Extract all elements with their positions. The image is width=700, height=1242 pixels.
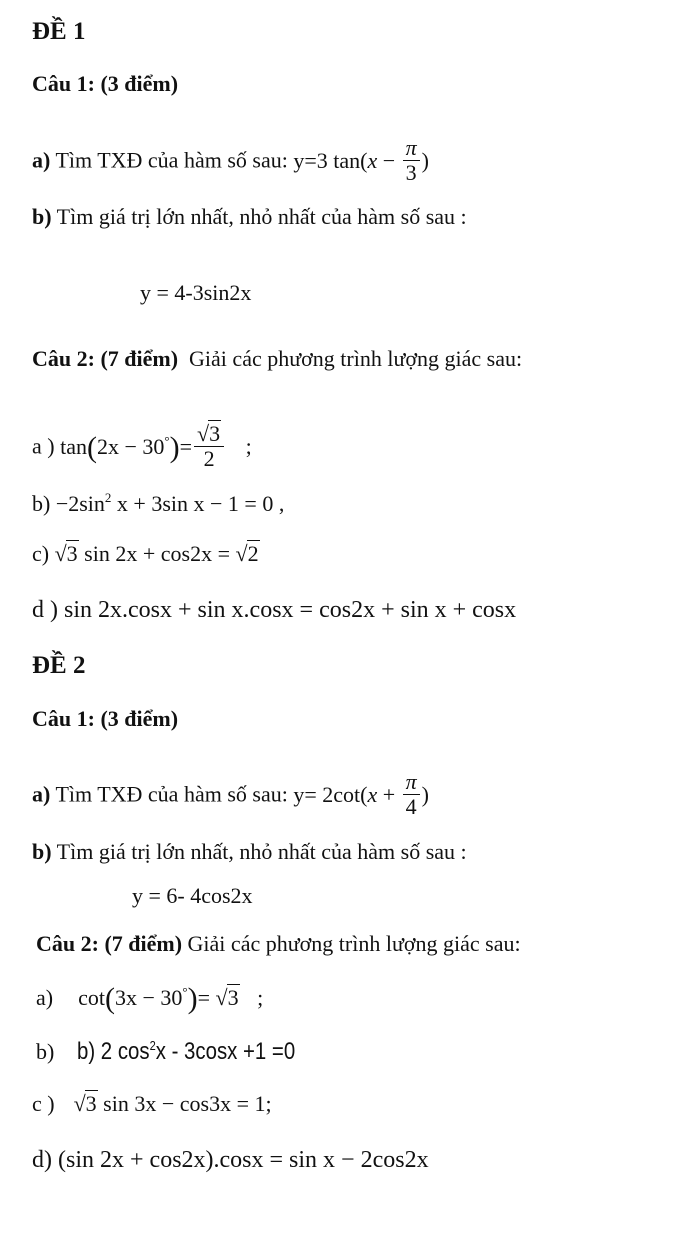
exam-1-q2b: $b) -2\sin^2$ x + 3sin x − 1 = 0 , — [32, 490, 285, 516]
exam-1-q2d — [32, 596, 516, 624]
item-label: a) — [36, 985, 54, 1010]
formula: cot(3x − 30°)= √3 — [78, 982, 239, 1015]
exam-2-question-1-heading: Câu 1: (3 điểm) — [32, 706, 179, 731]
item-label: b) — [32, 204, 52, 229]
formula: y= 2cot(x + $\frac{\pi}{4}$ ) — [293, 769, 429, 819]
exam-2-q2c: c ) √3 sin 3x − cos3x = 1; — [32, 1091, 272, 1116]
item-label: a ) — [32, 433, 55, 459]
formula: sin 2x.cosx + sin x.cosx = cos2x + sin x + cosx — [64, 597, 517, 623]
exam-2-q2a: a) cot(3x − 30°)= √3 ; — [36, 982, 264, 1015]
exam-2-question-2-heading: Câu 2: (7 điểm) Giải các phương trình lượng giác sau: — [36, 931, 521, 956]
item-label: b) — [36, 1039, 55, 1064]
exam-1-question-1-heading: Câu 1: (3 điểm) — [32, 71, 179, 96]
exam-2-q1a — [32, 769, 429, 821]
item-label: c) — [32, 541, 50, 566]
exam-2-q1b-formula: y = 6- 4cos2x — [132, 883, 253, 908]
exam-2-q1b — [32, 838, 467, 866]
item-label: a) — [32, 147, 51, 173]
fraction: $\frac{√3}{2}$ — [194, 422, 224, 471]
item-text: Tìm TXĐ của hàm số sau: — [55, 781, 288, 807]
item-text: Tìm TXĐ của hàm số sau: — [55, 147, 288, 173]
item-label: b) — [32, 491, 51, 516]
item-label: a) — [32, 781, 51, 807]
exam-2-title: ĐỀ 2 — [32, 652, 86, 679]
formula: y=3 tan(x − $\frac{\pi}{3}$ ) — [293, 135, 429, 185]
formula: b) 2 $\cos^2x - 3\cos x +1 =0$ — [77, 1038, 296, 1065]
exam-1-q1b-formula: y = 4-3sin2x — [140, 280, 252, 305]
formula: (sin 2x + cos2x).cosx = sin x − 2cos2x — [58, 1147, 429, 1173]
formula: √3 sin 2x + cos2x = √2 — [54, 541, 259, 566]
exam-1-question-2-heading: Câu 2: (7 điểm) Giải các phương trình lượng giác sau: — [32, 346, 523, 371]
fraction: $\frac{\pi}{4}$ — [403, 770, 420, 819]
formula: √3 sin 3x − cos3x = 1 — [73, 1091, 266, 1116]
fraction: $\frac{\pi}{3}$ — [403, 136, 420, 185]
item-label: d ) — [32, 597, 58, 623]
item-text: Tìm giá trị lớn nhất, nhỏ nhất của hàm số sau : — [56, 839, 467, 864]
exam-2-q2b — [36, 1038, 334, 1066]
exam-1-q1a — [32, 135, 429, 187]
item-label: b) — [32, 839, 52, 864]
exam-1-title: ĐỀ 1 — [32, 18, 86, 45]
exam-1-q2a: a ) tan(2x − 30°)= $\frac{√3}{2}$ ; — [32, 421, 252, 471]
item-text: Tìm giá trị lớn nhất, nhỏ nhất của hàm số sau : — [56, 204, 467, 229]
formula: tan(2x − 30°)= $\frac{√3}{2}$ — [60, 434, 226, 459]
item-label: d) — [32, 1147, 52, 1173]
exam-1-q1b — [32, 203, 467, 231]
exam-1-q2c — [32, 540, 260, 568]
formula: $-2\sin^2$ x + 3sin x − 1 = 0 — [55, 490, 274, 516]
item-label: c ) — [32, 1091, 55, 1116]
exam-2-q2d — [32, 1146, 429, 1174]
